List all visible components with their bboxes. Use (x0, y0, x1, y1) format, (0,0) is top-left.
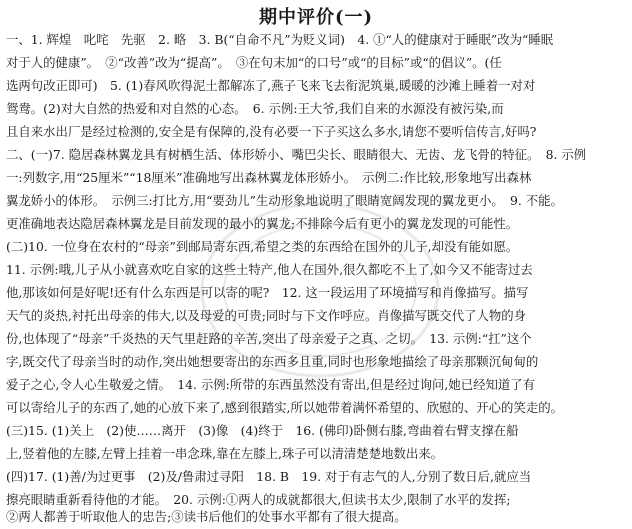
answer-line: ②两人都善于听取他人的忠告;③读书后他们的处事水平都有了很大提高。 (6, 509, 407, 524)
answer-line: 可以寄给儿子的东西了,她的心放下来了,感到很踏实,所以她带着满怀希望的、欣慰的、开心的笑走的。 (6, 400, 564, 415)
answer-line: (二)10. 一位身在农村的“母亲”到邮局寄东西,希望之类的东西给在国外的儿子,却没有能如愿。 (6, 239, 519, 254)
answer-line: 字,既交代了母亲当时的动作,突出她想要寄出的东西多且重,同时也形象地描绘了母亲那颗沉甸甸的 (6, 354, 539, 369)
answer-line: 一:列数字,用“25厘米”“18厘米”准确地写出森林翼龙体形娇小。 示例二:作比较,形象地写出森林 (6, 170, 532, 185)
answer-line: 11. 示例:哦,儿子从小就喜欢吃自家的这些土特产,他人在国外,很久都吃不上了,如今又不能寄过去 (6, 262, 533, 277)
answer-line: 选两句改正即可) 5. (1)春风吹得泥土都解冻了,燕子飞来飞去衔泥筑巢,暖暖的沙滩上睡着一对对 (6, 78, 536, 93)
answer-line: 爱子之心,令人心生敬爱之情。 14. 示例:所带的东西虽然没有寄出,但是经过询问,她已经知道了有 (6, 377, 536, 392)
answer-line: 对于人的健康”。 ②“改善”改为“提高”。 ③在句末加“的口号”或“的目标”或“的倡议”。(任 (6, 55, 502, 70)
answer-line: 份,也体现了“母亲”千炎热的天气里赶路的辛苦,突出了母亲爱子之真、之切。 13. 示例:“扛”这个 (6, 331, 532, 346)
answer-line: 且自来水出厂是经过检测的,安全是有保障的,没有必要一下子买这么多水,请您不要听信传言,好吗? (6, 124, 537, 139)
answer-line: 翼龙娇小的体形。 示例三:打比方,用“要劲儿”生动形象地说明了眼睛宽阔发现的翼龙更小。 9. 不能。 (6, 193, 563, 208)
page-title: 期中评价(一) (258, 7, 374, 28)
answer-line: 他,那该如何是好呢!还有什么东西是可以寄的呢? 12. 这一段运用了环境描写和肖像描写。描写 (6, 285, 529, 300)
answer-line: 更准确地表达隐居森林翼龙是目前发现的最小的翼龙;不排除今后有更小的翼龙发现的可能性。 (6, 216, 519, 231)
answer-line: 擦亮眼睛重新看待他的才能。 20. 示例:①两人的成就都很大,但读书太少,限制了水平的发挥; (6, 492, 511, 507)
answer-line: (三)15. (1)关上 (2)使……离开 (3)像 (4)终于 16. (佛印)卧侧右膝,弯曲着右臂支撑在船 (6, 423, 519, 438)
answer-line: 鸳鸯。(2)对大自然的热爱和对自然的心态。 6. 示例:王大爷,我们自来的水源没有被污染,而 (6, 101, 504, 116)
answer-line: (四)17. (1)善/为过更事 (2)及/鲁肃过寻阳 18. B 19. 对于有志气的人,分别了数日后,就应当 (6, 469, 532, 484)
answer-line: 二、(一)7. 隐居森林翼龙具有树栖生活、体形娇小、嘴巴尖长、眼睛很大、无齿、龙飞骨的特征。 8. 示例 (6, 147, 587, 162)
answer-line: 一、1. 辉煌 叱咤 先驱 2. 略 3. B(“自命不凡”为贬义词) 4. ①“人的健康对于睡眠”改为“睡眠 (6, 32, 554, 47)
answer-line: 天气的炎热,衬托出母亲的伟大,以及母爱的可贵;同时与下文作呼应。肖像描写既交代了人物的身 (6, 308, 527, 323)
answer-line: 上,竖着他的左膝,左臂上挂着一串念珠,靠在左膝上,珠子可以清清楚楚地数出来。 (6, 446, 444, 461)
